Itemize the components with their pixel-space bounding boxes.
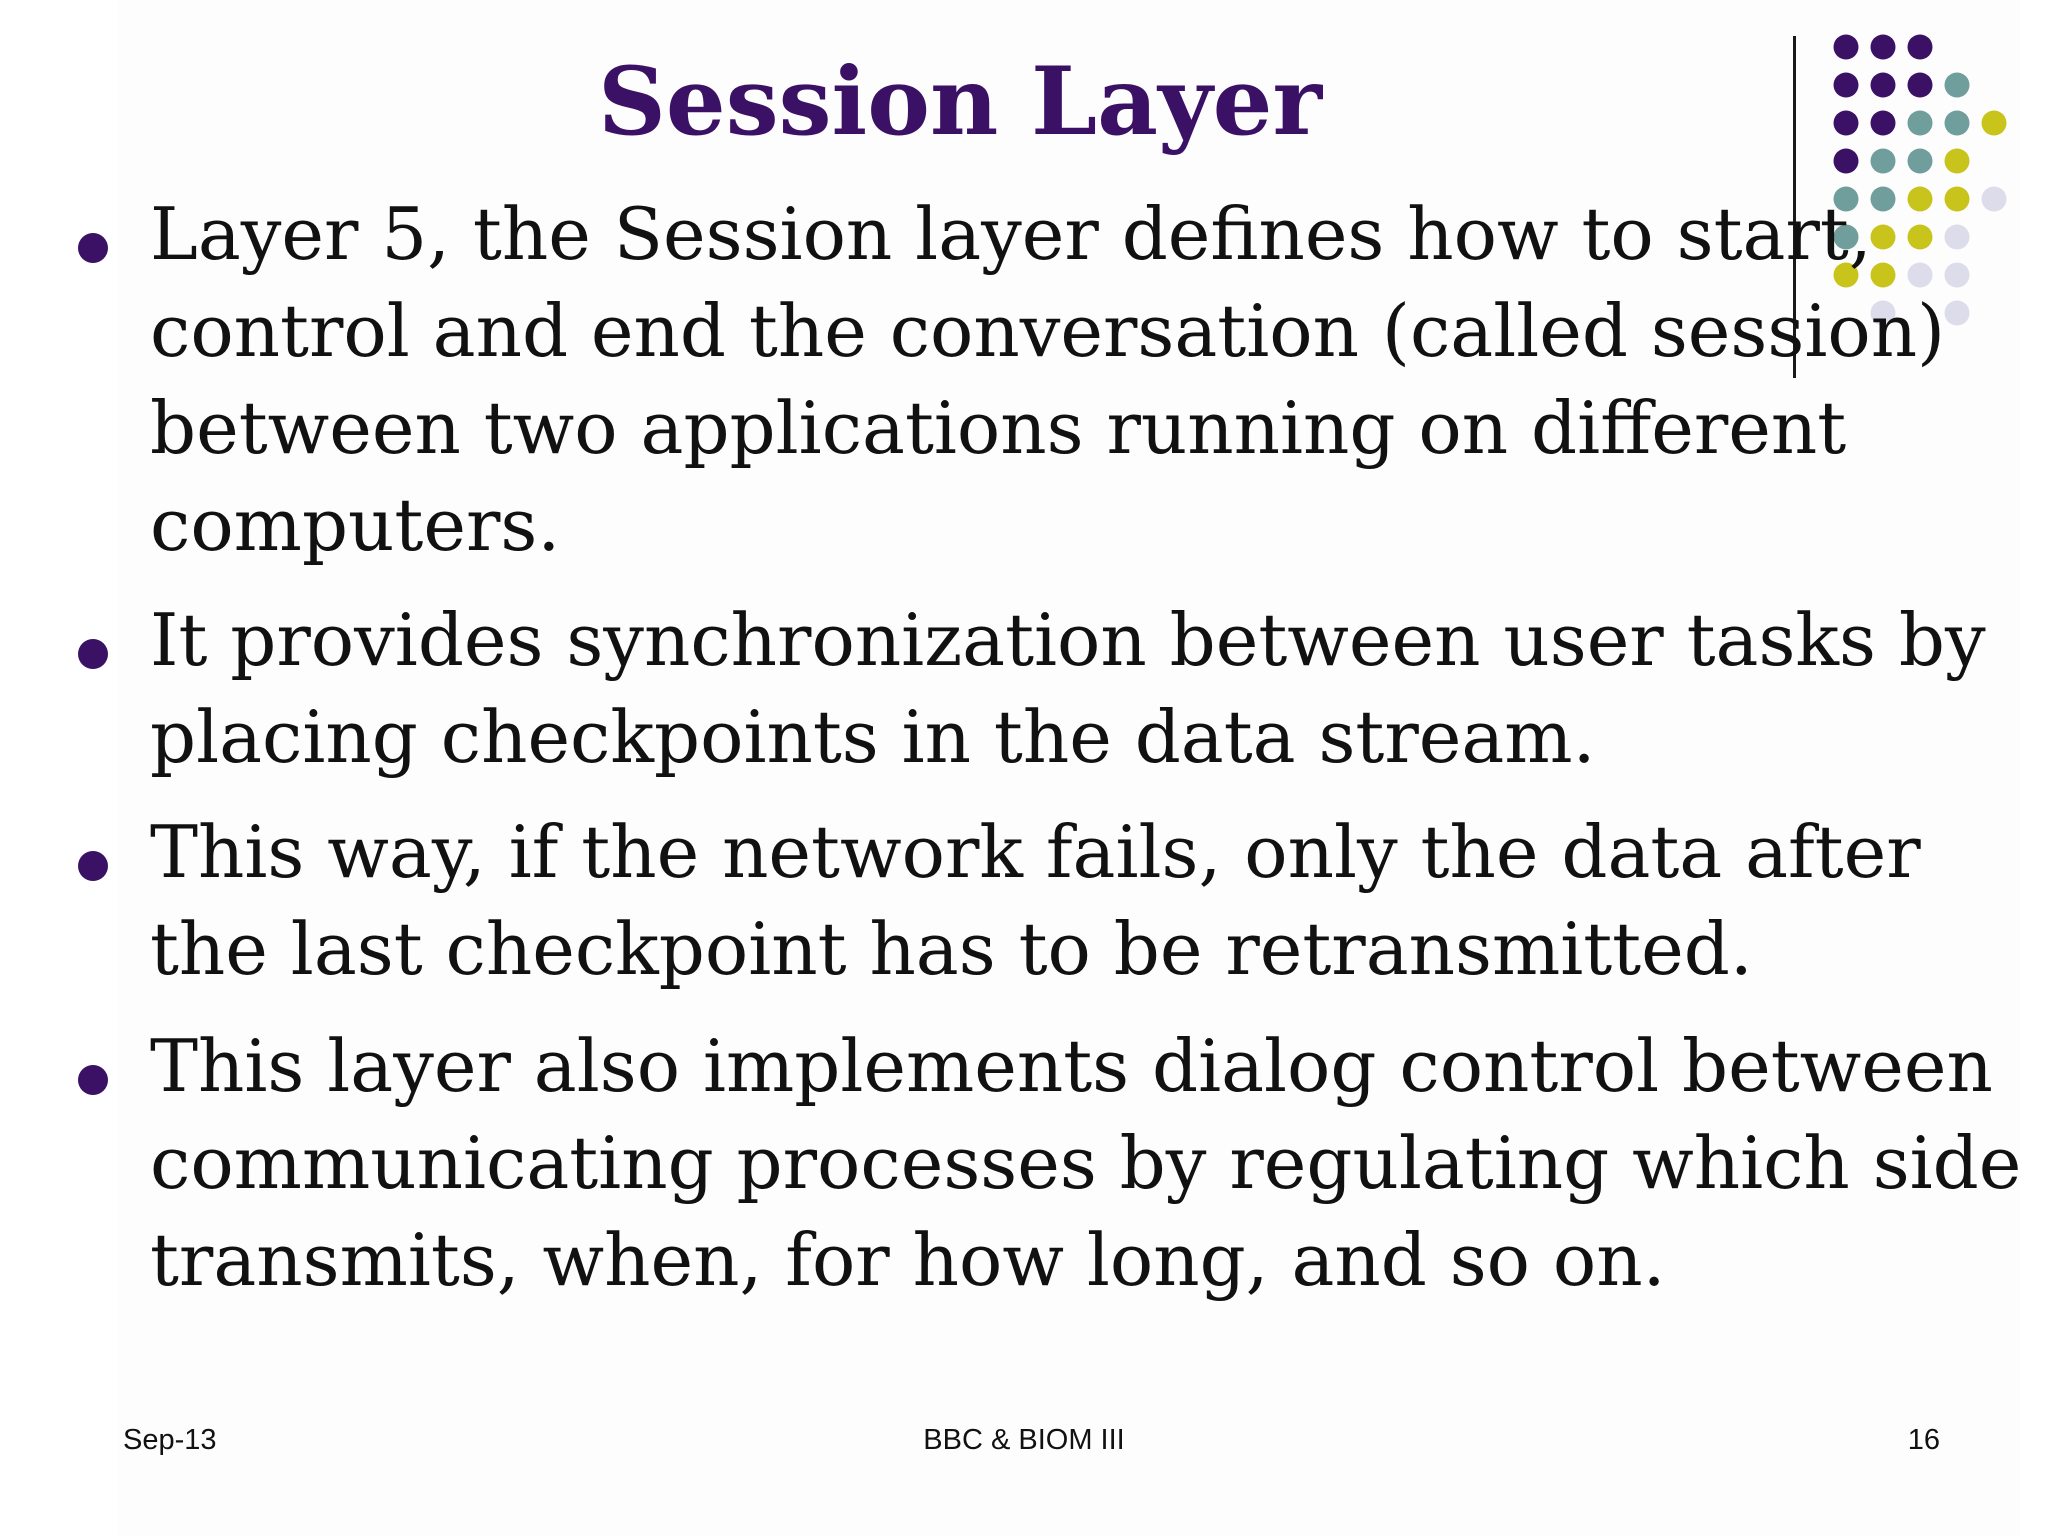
- footer-center-text: BBC & BIOM III: [923, 1424, 1125, 1456]
- bullet-text: [150, 592, 2020, 786]
- bullet-text-line: placing checkpoints in the data stream.: [150, 695, 1596, 779]
- bullet-text-line: the last checkpoint has to be retransmitted.: [150, 907, 1753, 991]
- bullet-text-line: between two applications running on different: [150, 386, 1847, 470]
- slide-title: Session Layer: [598, 47, 1322, 157]
- bullet-dot-icon: [78, 1065, 108, 1095]
- bullet-text-line: Layer 5, the Session layer defines how to start,: [150, 192, 1872, 276]
- bullet-text: [150, 804, 2020, 998]
- bullet-text-line: computers.: [150, 483, 561, 567]
- footer-date: Sep-13: [123, 1424, 217, 1456]
- bullet-text-line: transmits, when, for how long, and so on.: [150, 1218, 1666, 1302]
- bullet-dot-icon: [78, 851, 108, 881]
- bullet-dot-icon: [78, 639, 108, 669]
- bullet-text-line: This layer also implements dialog control between: [150, 1024, 1993, 1108]
- bullet-text: [150, 186, 2020, 574]
- bullet-text-line: control and end the conversation (called session): [150, 289, 1946, 373]
- bullet-text: [150, 1018, 2020, 1309]
- bullet-text-line: This way, if the network fails, only the data after: [150, 810, 1921, 894]
- bullet-dot-icon: [78, 233, 108, 263]
- footer-page-number: 16: [1907, 1424, 1940, 1456]
- bullet-text-line: It provides synchronization between user tasks by: [150, 598, 1986, 682]
- bullet-text-line: communicating processes by regulating which side: [150, 1121, 2022, 1205]
